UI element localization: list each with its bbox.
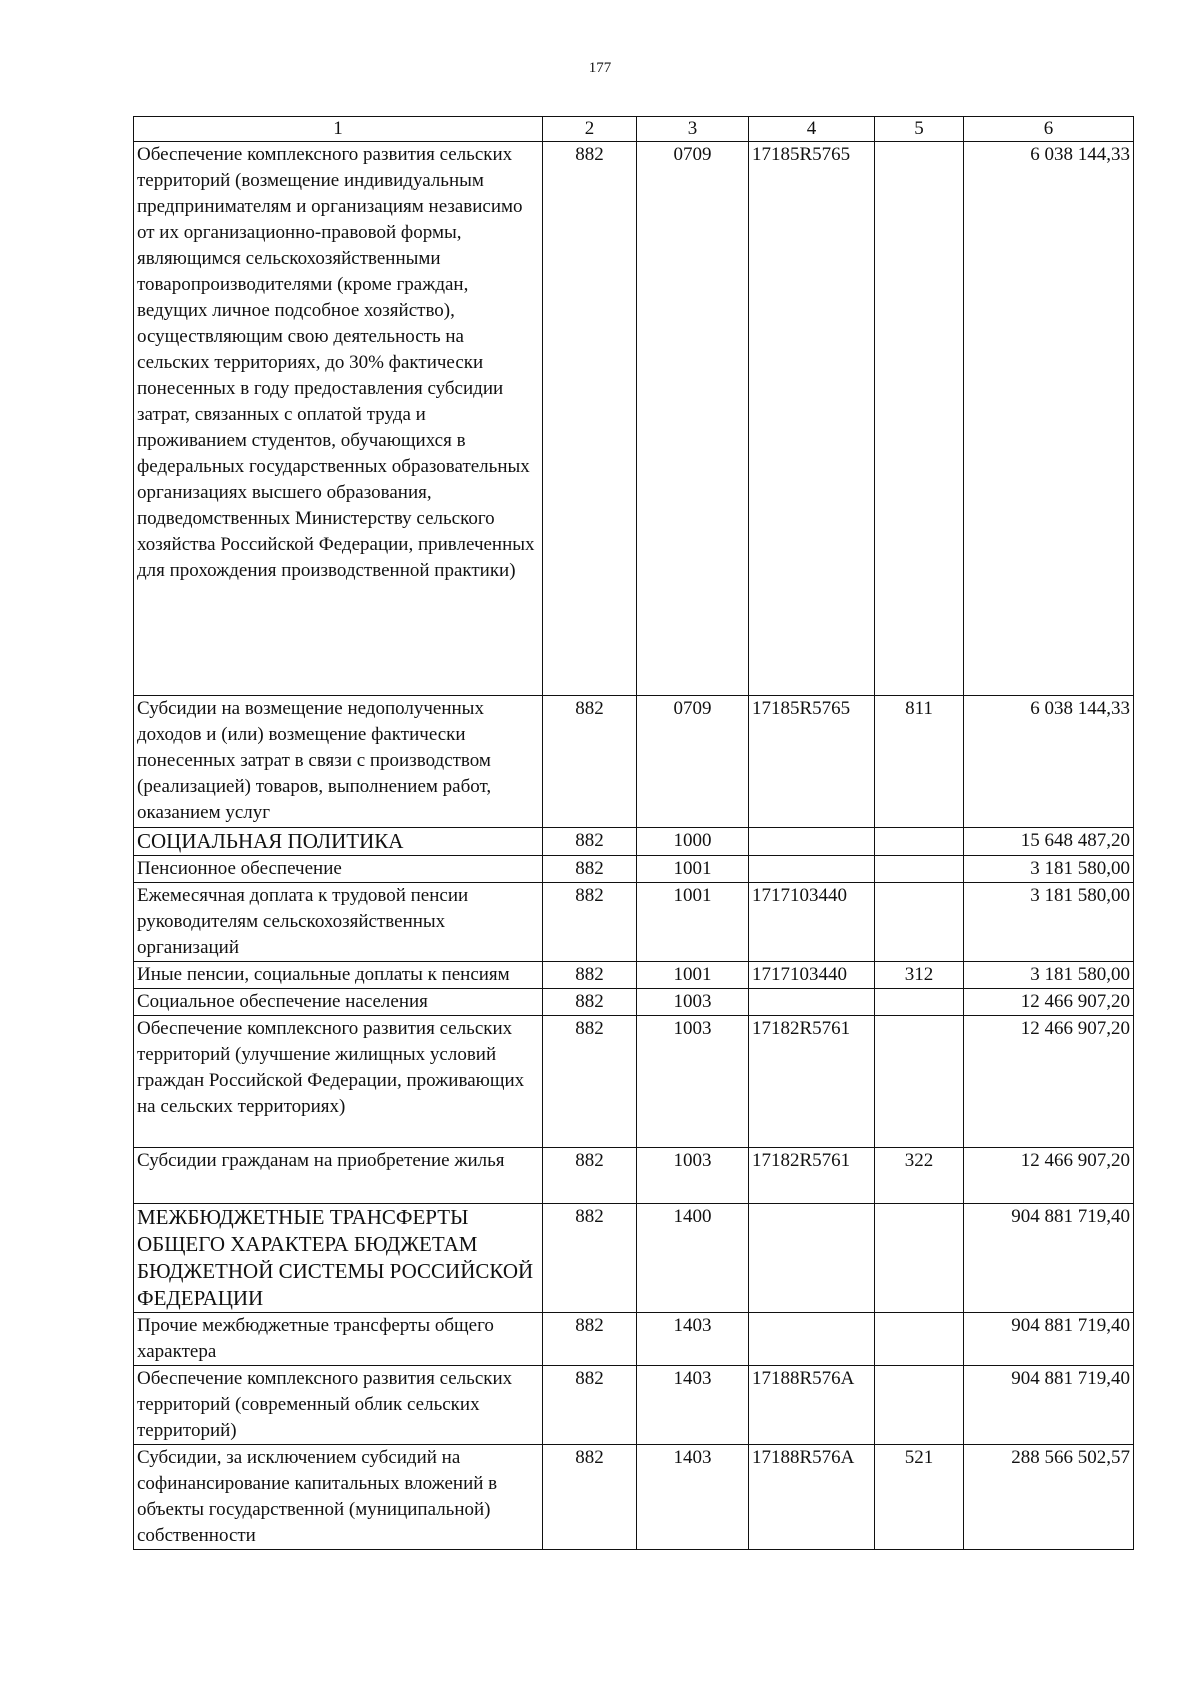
row-code-section: 1003 <box>637 1148 749 1204</box>
row-code-section: 1403 <box>637 1366 749 1445</box>
row-description: Субсидии, за исключением субсидий на софинансирование капитальных вложений в объекты государственной (муниципальной) собственности <box>134 1445 543 1550</box>
row-amount: 6 038 144,33 <box>964 696 1134 828</box>
row-amount: 12 466 907,20 <box>964 1148 1134 1204</box>
row-description: Пенсионное обеспечение <box>134 856 543 883</box>
header-cell-1: 1 <box>134 117 543 142</box>
row-description: МЕЖБЮДЖЕТНЫЕ ТРАНСФЕРТЫ ОБЩЕГО ХАРАКТЕРА БЮДЖЕТАМ БЮДЖЕТНОЙ СИСТЕМЫ РОССИЙСКОЙ ФЕДЕРАЦИИ <box>134 1204 543 1313</box>
table-row <box>134 828 1134 856</box>
row-code-admin: 882 <box>543 856 637 883</box>
row-amount: 288 566 502,57 <box>964 1445 1134 1550</box>
row-description: Субсидии гражданам на приобретение жилья <box>134 1148 543 1204</box>
row-code-section: 1001 <box>637 962 749 989</box>
row-code-target: 17185R5765 <box>749 142 875 696</box>
header-cell-5: 5 <box>875 117 964 142</box>
row-amount: 6 038 144,33 <box>964 142 1134 696</box>
table-row <box>134 142 1134 696</box>
row-amount: 12 466 907,20 <box>964 1016 1134 1148</box>
row-code-section: 1001 <box>637 883 749 962</box>
row-description: Иные пенсии, социальные доплаты к пенсиям <box>134 962 543 989</box>
row-code-target <box>749 856 875 883</box>
row-code-admin: 882 <box>543 828 637 856</box>
table-row <box>134 883 1134 962</box>
row-code-admin: 882 <box>543 883 637 962</box>
row-code-section: 1403 <box>637 1313 749 1366</box>
header-cell-4: 4 <box>749 117 875 142</box>
row-description: Ежемесячная доплата к трудовой пенсии руководителям сельскохозяйственных организаций <box>134 883 543 962</box>
row-code-expense-type <box>875 1204 964 1313</box>
row-code-section: 0709 <box>637 142 749 696</box>
table-row <box>134 1148 1134 1204</box>
row-code-admin: 882 <box>543 1366 637 1445</box>
row-description: Социальное обеспечение населения <box>134 989 543 1016</box>
row-code-target <box>749 989 875 1016</box>
row-code-target: 17188R576A <box>749 1366 875 1445</box>
row-code-expense-type: 322 <box>875 1148 964 1204</box>
row-description: Обеспечение комплексного развития сельских территорий (современный облик сельских территорий) <box>134 1366 543 1445</box>
table-row <box>134 1366 1134 1445</box>
row-amount: 904 881 719,40 <box>964 1204 1134 1313</box>
row-code-admin: 882 <box>543 1313 637 1366</box>
row-amount: 3 181 580,00 <box>964 883 1134 962</box>
row-amount: 3 181 580,00 <box>964 856 1134 883</box>
row-description: Обеспечение комплексного развития сельских территорий (возмещение индивидуальным предпринимателям и организациям независимо от их организационно-правовой формы, являющимся сельскохозяйственными товаропроизводителями (кроме граждан, ведущих личное подсобное хозяйство), осуществляющим свою деятельность на сельских территориях, до 30% фактически понесенных в году предоставления субсидии затрат, связанных с оплатой труда и проживанием студентов, обучающихся в федеральных государственных образовательных организациях высшего образования, подведомственных Министерству сельского хозяйства Российской Федерации, привлеченных для прохождения производственной практики) <box>134 142 543 696</box>
row-amount: 15 648 487,20 <box>964 828 1134 856</box>
row-amount: 904 881 719,40 <box>964 1313 1134 1366</box>
table-row <box>134 1313 1134 1366</box>
row-code-expense-type <box>875 1313 964 1366</box>
budget-table <box>133 116 1134 1550</box>
row-code-section: 1400 <box>637 1204 749 1313</box>
row-code-expense-type: 811 <box>875 696 964 828</box>
row-code-target <box>749 828 875 856</box>
row-code-section: 1003 <box>637 1016 749 1148</box>
row-code-target <box>749 1204 875 1313</box>
page-number: 177 <box>588 60 612 76</box>
row-code-admin: 882 <box>543 1204 637 1313</box>
row-code-expense-type <box>875 828 964 856</box>
row-code-admin: 882 <box>543 1148 637 1204</box>
row-code-target: 17188R576A <box>749 1445 875 1550</box>
row-code-admin: 882 <box>543 989 637 1016</box>
row-code-admin: 882 <box>543 696 637 828</box>
row-description: Обеспечение комплексного развития сельских территорий (улучшение жилищных условий граждан Российской Федерации, проживающих на сельских территориях) <box>134 1016 543 1148</box>
table-row <box>134 856 1134 883</box>
header-cell-6: 6 <box>964 117 1134 142</box>
header-cell-3: 3 <box>637 117 749 142</box>
row-code-section: 1003 <box>637 989 749 1016</box>
row-code-expense-type <box>875 142 964 696</box>
row-code-admin: 882 <box>543 962 637 989</box>
row-code-expense-type: 312 <box>875 962 964 989</box>
row-code-target: 1717103440 <box>749 962 875 989</box>
row-code-admin: 882 <box>543 1445 637 1550</box>
row-code-target: 1717103440 <box>749 883 875 962</box>
row-code-section: 1001 <box>637 856 749 883</box>
header-row <box>134 117 1134 142</box>
row-code-expense-type: 521 <box>875 1445 964 1550</box>
row-code-section: 0709 <box>637 696 749 828</box>
row-code-target: 17182R5761 <box>749 1016 875 1148</box>
table-row <box>134 1204 1134 1313</box>
table-row <box>134 962 1134 989</box>
row-code-section: 1403 <box>637 1445 749 1550</box>
row-code-target: 17185R5765 <box>749 696 875 828</box>
table-row <box>134 1016 1134 1148</box>
table-row <box>134 696 1134 828</box>
row-code-section: 1000 <box>637 828 749 856</box>
row-code-target: 17182R5761 <box>749 1148 875 1204</box>
row-code-expense-type <box>875 883 964 962</box>
row-code-admin: 882 <box>543 142 637 696</box>
row-amount: 904 881 719,40 <box>964 1366 1134 1445</box>
row-amount: 3 181 580,00 <box>964 962 1134 989</box>
header-cell-2: 2 <box>543 117 637 142</box>
row-code-expense-type <box>875 989 964 1016</box>
row-code-expense-type <box>875 856 964 883</box>
row-code-admin: 882 <box>543 1016 637 1148</box>
table-row <box>134 989 1134 1016</box>
row-amount: 12 466 907,20 <box>964 989 1134 1016</box>
row-description: СОЦИАЛЬНАЯ ПОЛИТИКА <box>134 828 543 856</box>
row-description: Прочие межбюджетные трансферты общего характера <box>134 1313 543 1366</box>
row-code-expense-type <box>875 1366 964 1445</box>
row-code-expense-type <box>875 1016 964 1148</box>
row-code-target <box>749 1313 875 1366</box>
row-description: Субсидии на возмещение недополученных доходов и (или) возмещение фактически понесенных затрат в связи с производством (реализацией) товаров, выполнением работ, оказанием услуг <box>134 696 543 828</box>
table-row <box>134 1445 1134 1550</box>
